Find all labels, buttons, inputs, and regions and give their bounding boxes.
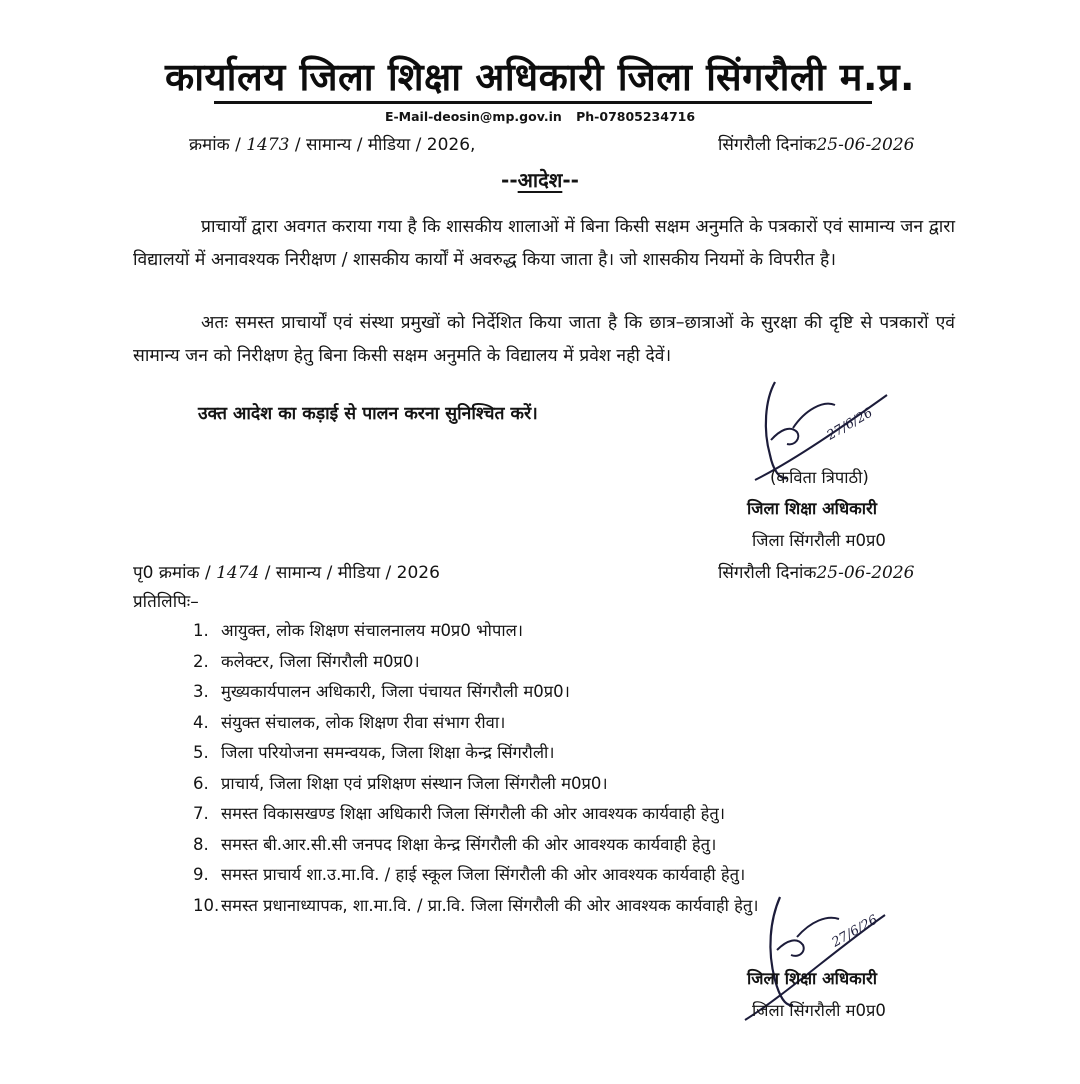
signatory-designation-2: जिला शिक्षा अधिकारी — [747, 969, 878, 988]
copy-reference-number-handwritten: 1474 — [216, 563, 260, 583]
reference-date: सिंगरौली दिनांक25-06-2026 — [718, 135, 915, 155]
copy-reference-date-handwritten: 25-06-2026 — [816, 563, 915, 583]
order-paragraph-1: प्राचार्यों द्वारा अवगत कराया गया है कि शासकीय शालाओं में बिना किसी सक्षम अनुमति के पत्रकारों एवं सामान्य जन द्वारा विद्यालयों में अनावश्यक निरीक्षण / शासकीय कार्यों में अवरुद्ध किया जाता है। जो शासकीय नियमों के विपरीत है। — [133, 217, 955, 270]
email-address: E-Mail-deosin@mp.gov.in — [384, 109, 562, 124]
copy-reference-date: सिंगरौली दिनांक25-06-2026 — [718, 563, 915, 583]
copy-reference-number: पृ0 क्रमांक / 1474 / सामान्य / मीडिया / 2026 — [133, 563, 440, 583]
phone-number: Ph-07805234716 — [576, 109, 696, 124]
signature-2-date: 27/6/26 — [829, 912, 881, 951]
list-item: 7. समस्त विकासखण्ड शिक्षा अधिकारी जिला सिंगरौली की ओर आवश्यक कार्यवाही हेतु। — [193, 804, 726, 823]
list-item: 1. आयुक्त, लोक शिक्षण संचालनालय म0प्र0 भोपाल। — [193, 621, 524, 640]
order-title: आदेश — [517, 168, 563, 192]
list-item: 5. जिला परियोजना समन्वयक, जिला शिक्षा केन्द्र सिंगरौली। — [193, 743, 555, 762]
order-instruction: उक्त आदेश का कड़ाई से पालन करना सुनिश्चित करें। — [198, 404, 538, 424]
signatory-designation-1: जिला शिक्षा अधिकारी — [747, 499, 878, 518]
order-paragraph-2: अतः समस्त प्राचार्यों एवं संस्था प्रमुखों को निर्देशित किया जाता है कि छात्र–छात्राओं के सुरक्षा की दृष्टि से पत्रकारों एवं सामान्य जन को निरीक्षण हेतु बिना किसी सक्षम अनुमति के विद्यालय में प्रवेश नही देवें। — [133, 313, 955, 366]
reference-date-handwritten: 25-06-2026 — [816, 135, 915, 155]
signatory-office-1: जिला सिंगरौली म0प्र0 — [752, 531, 886, 550]
title-underline — [214, 101, 872, 104]
copy-label: प्रतिलिपिः– — [133, 592, 199, 612]
signature-1-date: 27/6/26 — [824, 405, 876, 444]
signatory-office-2: जिला सिंगरौली म0प्र0 — [752, 1001, 886, 1020]
order-heading: --आदेश-- — [501, 168, 579, 192]
list-item: 2. कलेक्टर, जिला सिंगरौली म0प्र0। — [193, 651, 420, 671]
copy-recipient-list — [193, 616, 973, 921]
list-item: 4. संयुक्त संचालक, लोक शिक्षण रीवा संभाग रीवा। — [193, 712, 506, 732]
signatory-name: (कविता त्रिपाठी) — [770, 468, 869, 487]
list-item: 3. मुख्यकार्यपालन अधिकारी, जिला पंचायत सिंगरौली म0प्र0। — [193, 682, 570, 701]
letterhead-contact — [0, 109, 1080, 124]
list-item: 10. समस्त प्रधानाध्यापक, शा.मा.वि. / प्रा.वि. जिला सिंगरौली की ओर आवश्यक कार्यवाही हेतु। — [193, 895, 759, 915]
list-item: 9. समस्त प्राचार्य शा.उ.मा.वि. / हाई स्कूल जिला सिंगरौली की ओर आवश्यक कार्यवाही हेतु। — [193, 865, 746, 884]
list-item: 6. प्राचार्य, जिला शिक्षा एवं प्रशिक्षण संस्थान जिला सिंगरौली म0प्र0। — [193, 773, 608, 793]
letterhead-title: कार्यालय जिला शिक्षा अधिकारी जिला सिंगरौली म.प्र. — [165, 55, 915, 99]
reference-number: क्रमांक / 1473 / सामान्य / मीडिया / 2026, — [189, 135, 476, 155]
list-item: 8. समस्त बी.आर.सी.सी जनपद शिक्षा केन्द्र सिंगरौली की ओर आवश्यक कार्यवाही हेतु। — [193, 834, 717, 854]
reference-number-handwritten: 1473 — [246, 135, 290, 155]
